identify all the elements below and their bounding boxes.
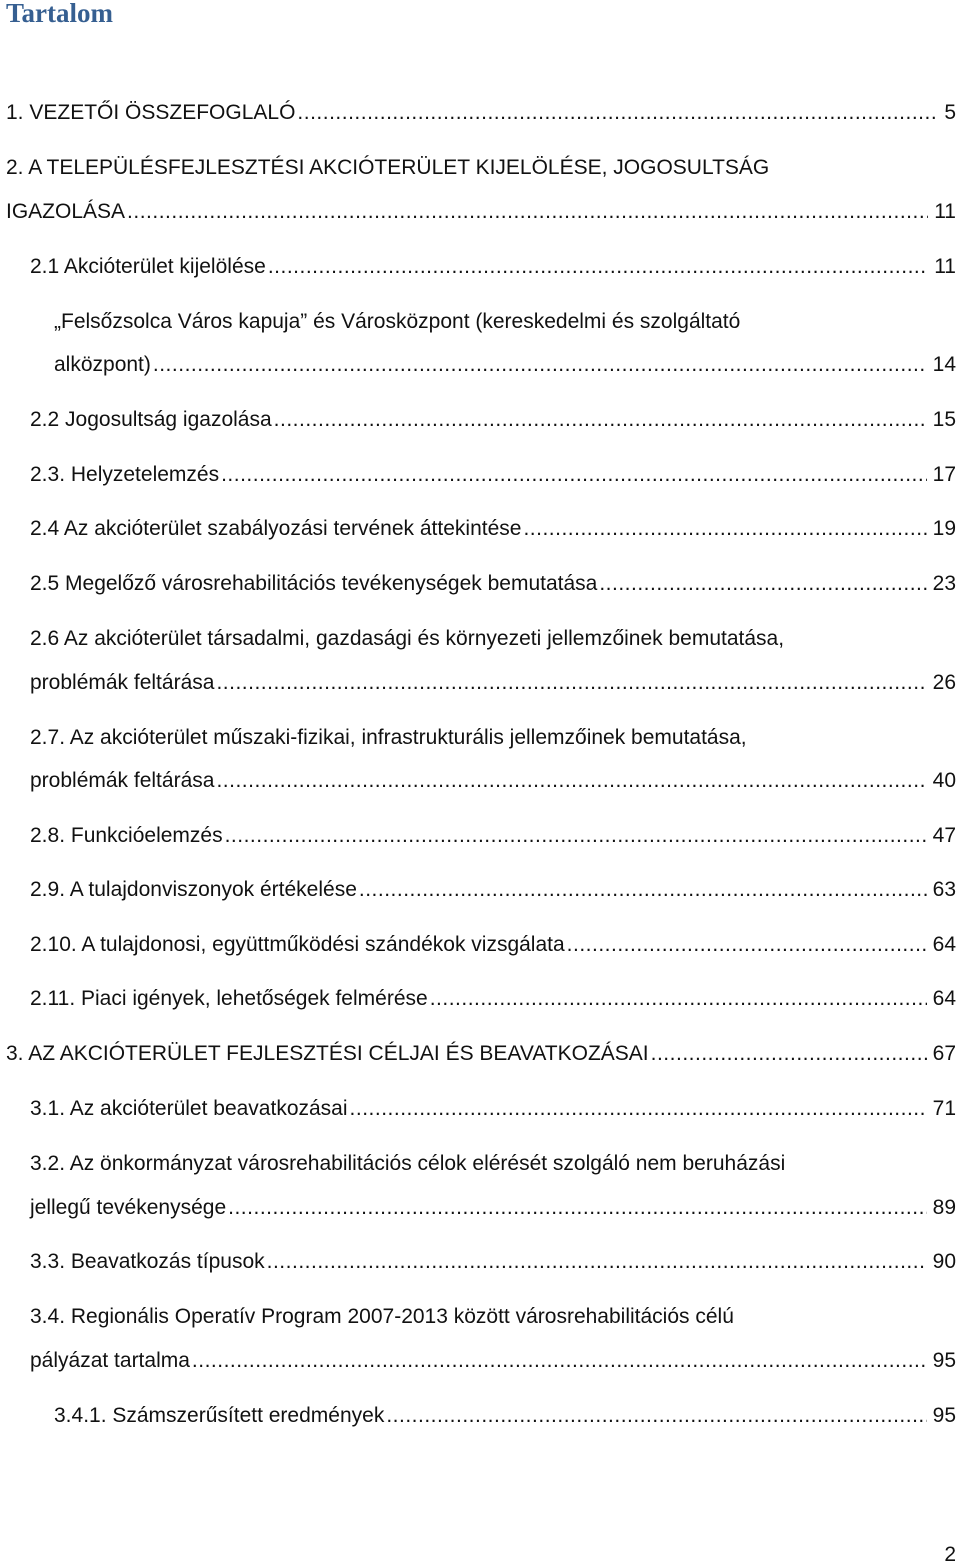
dot-leader [153, 353, 927, 377]
toc-entry-label: 3.3. Beavatkozás típusok [30, 1250, 265, 1273]
toc-entry-page: 90 [932, 1250, 956, 1273]
toc-entry-label: 2.5 Megelőző városrehabilitációs tevékenységek bemutatása [30, 572, 598, 595]
dot-leader [359, 878, 927, 902]
dot-leader [228, 1196, 927, 1220]
toc-entry-3-2-line1[interactable]: 3.2. Az önkormányzat városrehabilitációs célok elérését szolgáló nem beruházási [30, 1152, 786, 1175]
toc-entry-2-5[interactable] [30, 572, 956, 596]
toc-entry-label: 1. VEZETŐI ÖSSZEFOGLALÓ [6, 101, 296, 124]
dot-leader [267, 1250, 927, 1274]
dot-leader [216, 671, 926, 695]
toc-entry-page: 64 [932, 933, 956, 956]
toc-entry-2-1[interactable] [30, 255, 956, 279]
toc-entry-label: 2.9. A tulajdonviszonyok értékelése [30, 878, 357, 901]
toc-entry-3-1[interactable] [30, 1097, 956, 1121]
toc-entry-page: 64 [932, 987, 956, 1010]
toc-entry-2[interactable] [6, 200, 956, 224]
toc-entry-3-2[interactable] [30, 1196, 956, 1220]
toc-entry-2-6[interactable] [30, 671, 956, 695]
toc-entry-page: 14 [932, 353, 956, 376]
dot-leader [268, 255, 928, 279]
toc-entry-page: 15 [932, 408, 956, 431]
toc-entry-3-4[interactable] [30, 1349, 956, 1373]
toc-entry-page: 95 [932, 1404, 956, 1427]
dot-leader [567, 933, 927, 957]
dot-leader [386, 1404, 926, 1428]
toc-entry-3-4-1[interactable] [54, 1404, 956, 1428]
toc-entry-page: 26 [932, 671, 956, 694]
toc-entry-2-7-line1[interactable]: 2.7. Az akcióterület műszaki-fizikai, infrastrukturális jellemzőinek bemutatása, [30, 726, 747, 749]
toc-entry-label: problémák feltárása [30, 769, 215, 792]
dot-leader [192, 1349, 927, 1373]
dot-leader [350, 1097, 927, 1121]
toc-entry-2-1-sub[interactable] [54, 353, 956, 377]
toc-entry-label: 2.1 Akcióterület kijelölése [30, 255, 266, 278]
dot-leader [221, 463, 927, 487]
toc-entry-label: 3. AZ AKCIÓTERÜLET FEJLESZTÉSI CÉLJAI ÉS BEAVATKOZÁSAI [6, 1042, 649, 1065]
toc-entry-2-line1[interactable]: 2. A TELEPÜLÉSFEJLESZTÉSI AKCIÓTERÜLET KIJELÖLÉSE, JOGOSULTSÁG [6, 156, 770, 179]
toc-entry-page: 89 [932, 1196, 956, 1219]
toc-entry-2-4[interactable] [30, 517, 956, 541]
toc-entry-label: 2.4 Az akcióterület szabályozási tervének áttekintése [30, 517, 522, 540]
toc-entry-3[interactable] [6, 1042, 956, 1066]
toc-entry-label: problémák feltárása [30, 671, 215, 694]
toc-entry-2-11[interactable] [30, 987, 956, 1011]
toc-entry-page: 71 [932, 1097, 956, 1120]
toc-entry-2-1-sub-line1[interactable]: „Felsőzsolca Város kapuja” és Városközpont (kereskedelmi és szolgáltató [54, 310, 741, 333]
toc-entry-page: 5 [944, 101, 956, 124]
toc-entry-page: 11 [934, 200, 956, 223]
dot-leader [297, 101, 938, 125]
toc-entry-2-7[interactable] [30, 769, 956, 793]
dot-leader [523, 517, 926, 541]
toc-entry-page: 47 [932, 824, 956, 847]
toc-entry-2-10[interactable] [30, 933, 956, 957]
toc-entry-2-8[interactable] [30, 824, 956, 848]
toc-entry-label: 2.3. Helyzetelemzés [30, 463, 220, 486]
dot-leader [127, 200, 928, 224]
toc-entry-label: 3.4.1. Számszerűsített eredmények [54, 1404, 385, 1427]
toc-entry-page: 11 [934, 255, 956, 278]
toc-entry-page: 63 [932, 878, 956, 901]
toc-entry-label: 3.1. Az akcióterület beavatkozásai [30, 1097, 348, 1120]
toc-entry-page: 67 [932, 1042, 956, 1065]
toc-entry-2-3[interactable] [30, 463, 956, 487]
dot-leader [599, 572, 926, 596]
toc-entry-label: 2.8. Funkcióelemzés [30, 824, 223, 847]
toc-entry-page: 95 [932, 1349, 956, 1372]
toc-entry-page: 23 [932, 572, 956, 595]
toc-entry-page: 19 [932, 517, 956, 540]
toc-entry-3-4-line1[interactable]: 3.4. Regionális Operatív Program 2007-2013 között városrehabilitációs célú [30, 1305, 734, 1328]
toc-entry-label: 2.11. Piaci igények, lehetőségek felmérése [30, 987, 428, 1010]
toc-title: Tartalom [6, 0, 113, 28]
dot-leader [274, 408, 927, 432]
toc-entry-label: IGAZOLÁSA [6, 200, 126, 223]
toc-entry-label: jellegű tevékenysége [30, 1196, 227, 1219]
toc-entry-label: pályázat tartalma [30, 1349, 190, 1372]
toc-entry-2-6-line1[interactable]: 2.6 Az akcióterület társadalmi, gazdasági és környezeti jellemzőinek bemutatása, [30, 627, 785, 650]
toc-entry-page: 17 [932, 463, 956, 486]
dot-leader [430, 987, 927, 1011]
dot-leader [651, 1042, 927, 1066]
toc-entry-3-3[interactable] [30, 1250, 956, 1274]
toc-entry-label: 2.10. A tulajdonosi, együttműködési szándékok vizsgálata [30, 933, 565, 956]
toc-entry-label: 2.2 Jogosultság igazolása [30, 408, 272, 431]
toc-entry-page: 40 [932, 769, 956, 792]
dot-leader [225, 824, 927, 848]
toc-entry-2-2[interactable] [30, 408, 956, 432]
page-number: 2 [944, 1543, 956, 1566]
dot-leader [216, 769, 926, 793]
toc-entry-1[interactable] [6, 101, 956, 125]
toc-entry-label: alközpont) [54, 353, 151, 376]
toc-entry-2-9[interactable] [30, 878, 956, 902]
